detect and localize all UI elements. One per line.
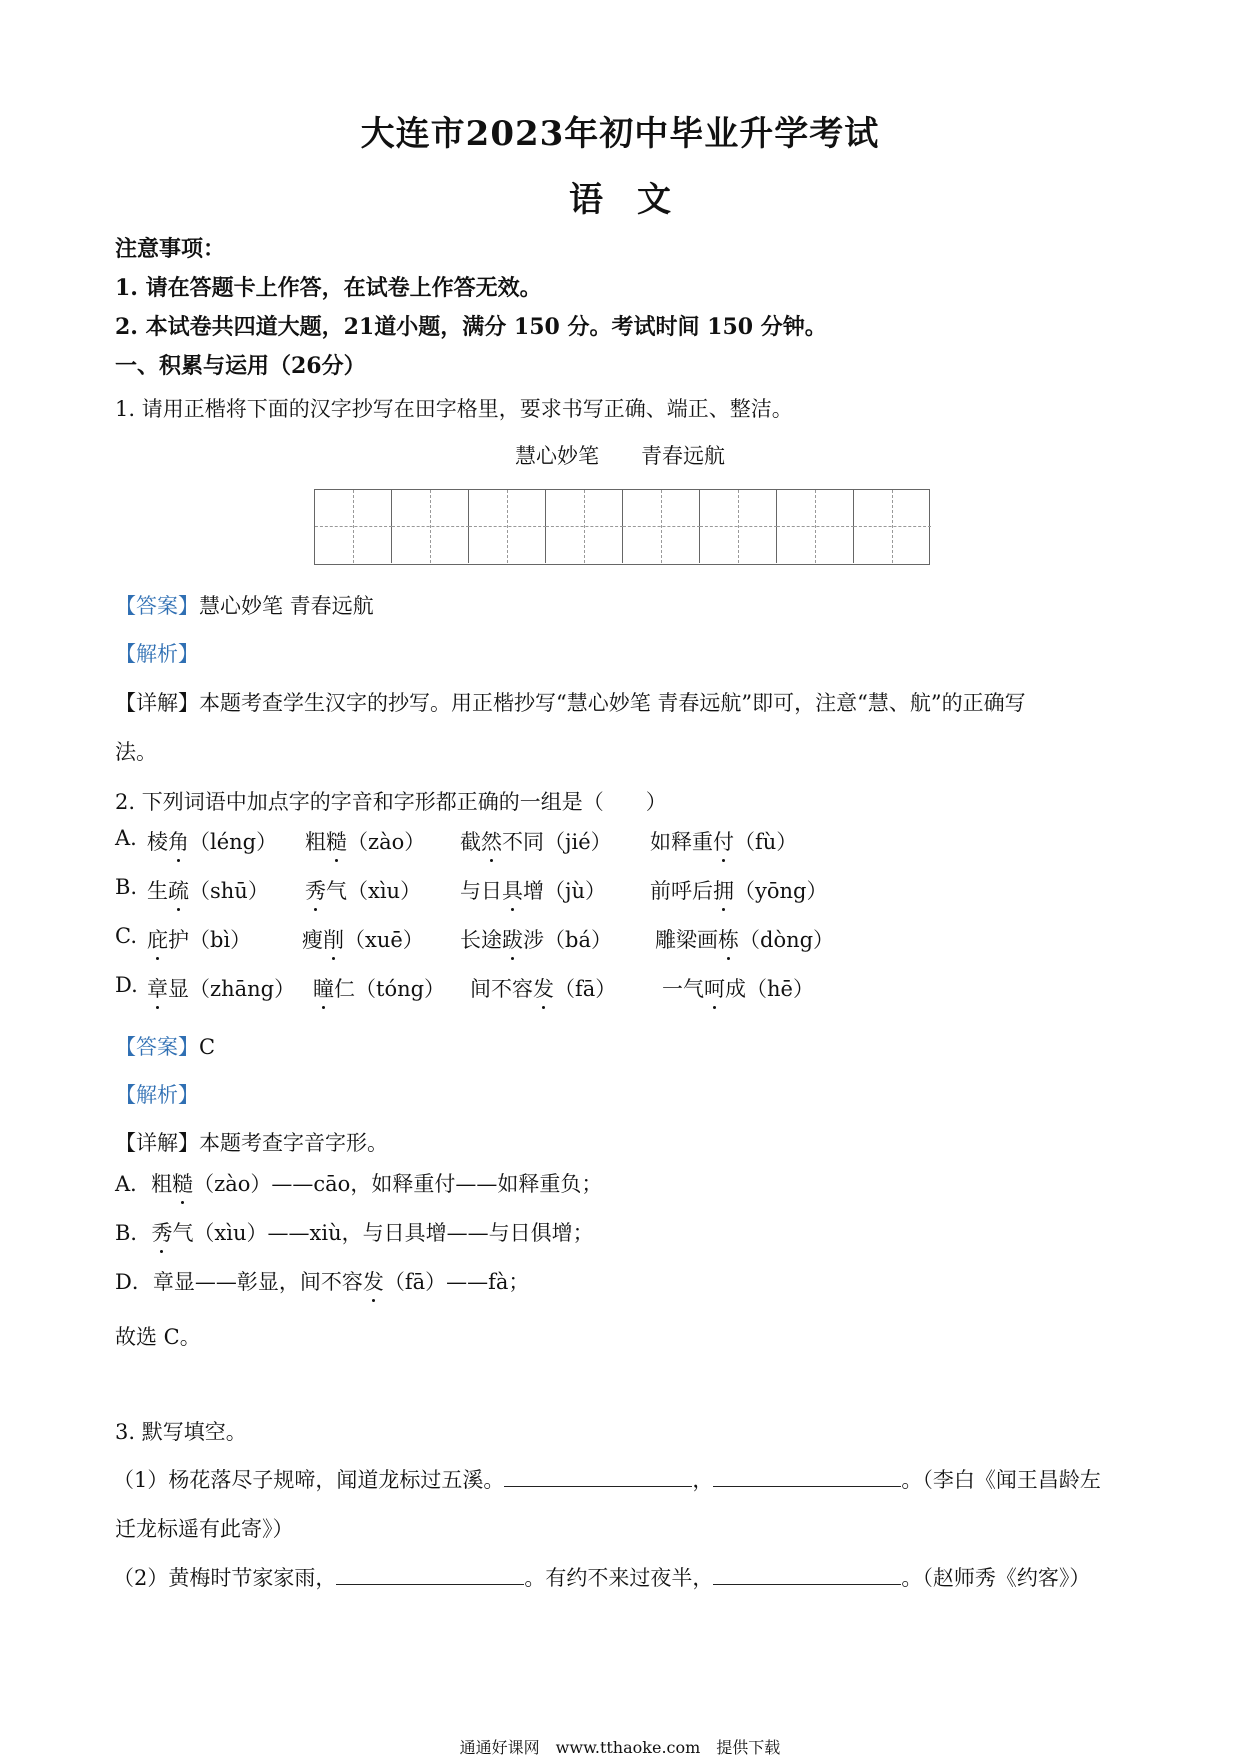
detail-text: 本题考查字音字形。 — [199, 1131, 388, 1155]
option-word: 生疏（shū） — [147, 875, 269, 905]
q2-option-a — [115, 826, 798, 854]
option-word: 雕梁画栋（dòng） — [655, 924, 834, 954]
detail-tag: 【详解】 — [115, 691, 199, 715]
grid-cell — [777, 490, 854, 563]
q2-option-d — [115, 973, 814, 1001]
answer-tag: 【答案】 — [115, 594, 199, 618]
q2-analysis-tag: 【解析】 — [115, 1083, 199, 1107]
option-word: 棱角（léng） — [147, 826, 277, 856]
exam-title: 大连市2023年初中毕业升学考试 — [360, 114, 880, 154]
grid-cell — [546, 490, 623, 563]
q1-answer — [115, 590, 374, 620]
option-word: 瞳仁（tóng） — [313, 973, 445, 1003]
option-word: 一气呵成（hē） — [662, 973, 814, 1003]
subject-title: 语 文 — [569, 180, 671, 220]
grid-cell — [469, 490, 546, 563]
q2-stem: 2. 下列词语中加点字的字音和字形都正确的一组是（ ） — [115, 790, 667, 814]
page-footer: 通通好课网 www.tthaoke.com 提供下载 — [459, 1738, 781, 1757]
grid-cell — [315, 490, 392, 563]
option-word: 粗糙（zào） — [305, 826, 425, 856]
option-word: 瘦削（xuē） — [302, 924, 424, 954]
q3-stem: 3. 默写填空。 — [115, 1420, 247, 1444]
detail-tag: 【详解】 — [115, 1131, 199, 1155]
q3-part-1-cont: 迁龙标遥有此寄》） — [115, 1517, 294, 1541]
fill-blank[interactable] — [504, 1466, 692, 1487]
option-word: 章显（zhāng） — [147, 973, 295, 1003]
option-label: C. — [115, 924, 137, 948]
grid-cell — [854, 490, 931, 563]
fill-blank[interactable] — [336, 1564, 524, 1585]
detail-text: 本题考查学生汉字的抄写。用正楷抄写“慧心妙笔 青春远航”即可，注意“慧、航”的正确写 — [199, 691, 1026, 715]
q3-part-2: （2）黄梅时节家家雨， 。有约不来过夜半， 。（赵师秀《约客》） — [113, 1566, 1091, 1590]
grid-cell — [392, 490, 469, 563]
option-label: B. — [115, 875, 138, 899]
option-word: 庇护（bì） — [147, 924, 251, 954]
notice-heading: 注意事项： — [115, 236, 226, 262]
option-word: 前呼后拥（yōng） — [650, 875, 827, 905]
answer-text: C — [199, 1035, 216, 1059]
grid-cell — [623, 490, 700, 563]
option-label: D. — [115, 973, 138, 997]
fill-blank[interactable] — [713, 1564, 901, 1585]
option-label: A. — [115, 826, 137, 850]
q2-option-c — [115, 924, 835, 952]
option-word: 截然不同（jié） — [460, 826, 612, 856]
option-word: 间不容发（fā） — [470, 973, 616, 1003]
option-word: 秀气（xìu） — [305, 875, 421, 905]
section-1-heading: 一、积累与运用（26分） — [115, 353, 366, 379]
notice-item-2: 2. 本试卷共四道大题，21道小题，满分 150 分。考试时间 150 分钟。 — [115, 314, 827, 340]
tianzige-grid — [314, 489, 930, 565]
option-word: 与日具增（jù） — [460, 875, 606, 905]
q2-explain-a: A．粗糙（zào）——cāo，如释重付——如释重负； — [115, 1168, 602, 1198]
answer-tag: 【答案】 — [115, 1035, 199, 1059]
q1-detail-cont: 法。 — [115, 740, 157, 764]
q2-explain-b: B．秀气（xìu）——xiù，与日具增——与日俱增； — [115, 1217, 594, 1247]
q1-phrase: 慧心妙笔 青春远航 — [515, 444, 725, 468]
q2-explain-d: D．章显——彰显，间不容发（fā）——fà； — [115, 1266, 529, 1296]
option-word: 长途跋涉（bá） — [460, 924, 612, 954]
answer-text: 慧心妙笔 青春远航 — [199, 594, 374, 618]
q2-detail — [115, 1127, 388, 1157]
grid-cell — [700, 490, 777, 563]
fill-blank[interactable] — [713, 1466, 901, 1487]
q2-answer — [115, 1031, 215, 1061]
q2-conclusion: 故选 C。 — [115, 1325, 201, 1349]
q1-stem: 1. 请用正楷将下面的汉字抄写在田字格里，要求书写正确、端正、整洁。 — [115, 397, 793, 421]
q2-option-b — [115, 875, 828, 903]
notice-item-1: 1. 请在答题卡上作答，在试卷上作答无效。 — [115, 275, 542, 301]
option-word: 如释重付（fù） — [650, 826, 797, 856]
q1-analysis-tag: 【解析】 — [115, 642, 199, 666]
q3-part-1: （1）杨花落尽子规啼，闻道龙标过五溪。 ， 。（李白《闻王昌龄左 — [113, 1468, 1101, 1492]
q1-detail — [115, 687, 1026, 717]
